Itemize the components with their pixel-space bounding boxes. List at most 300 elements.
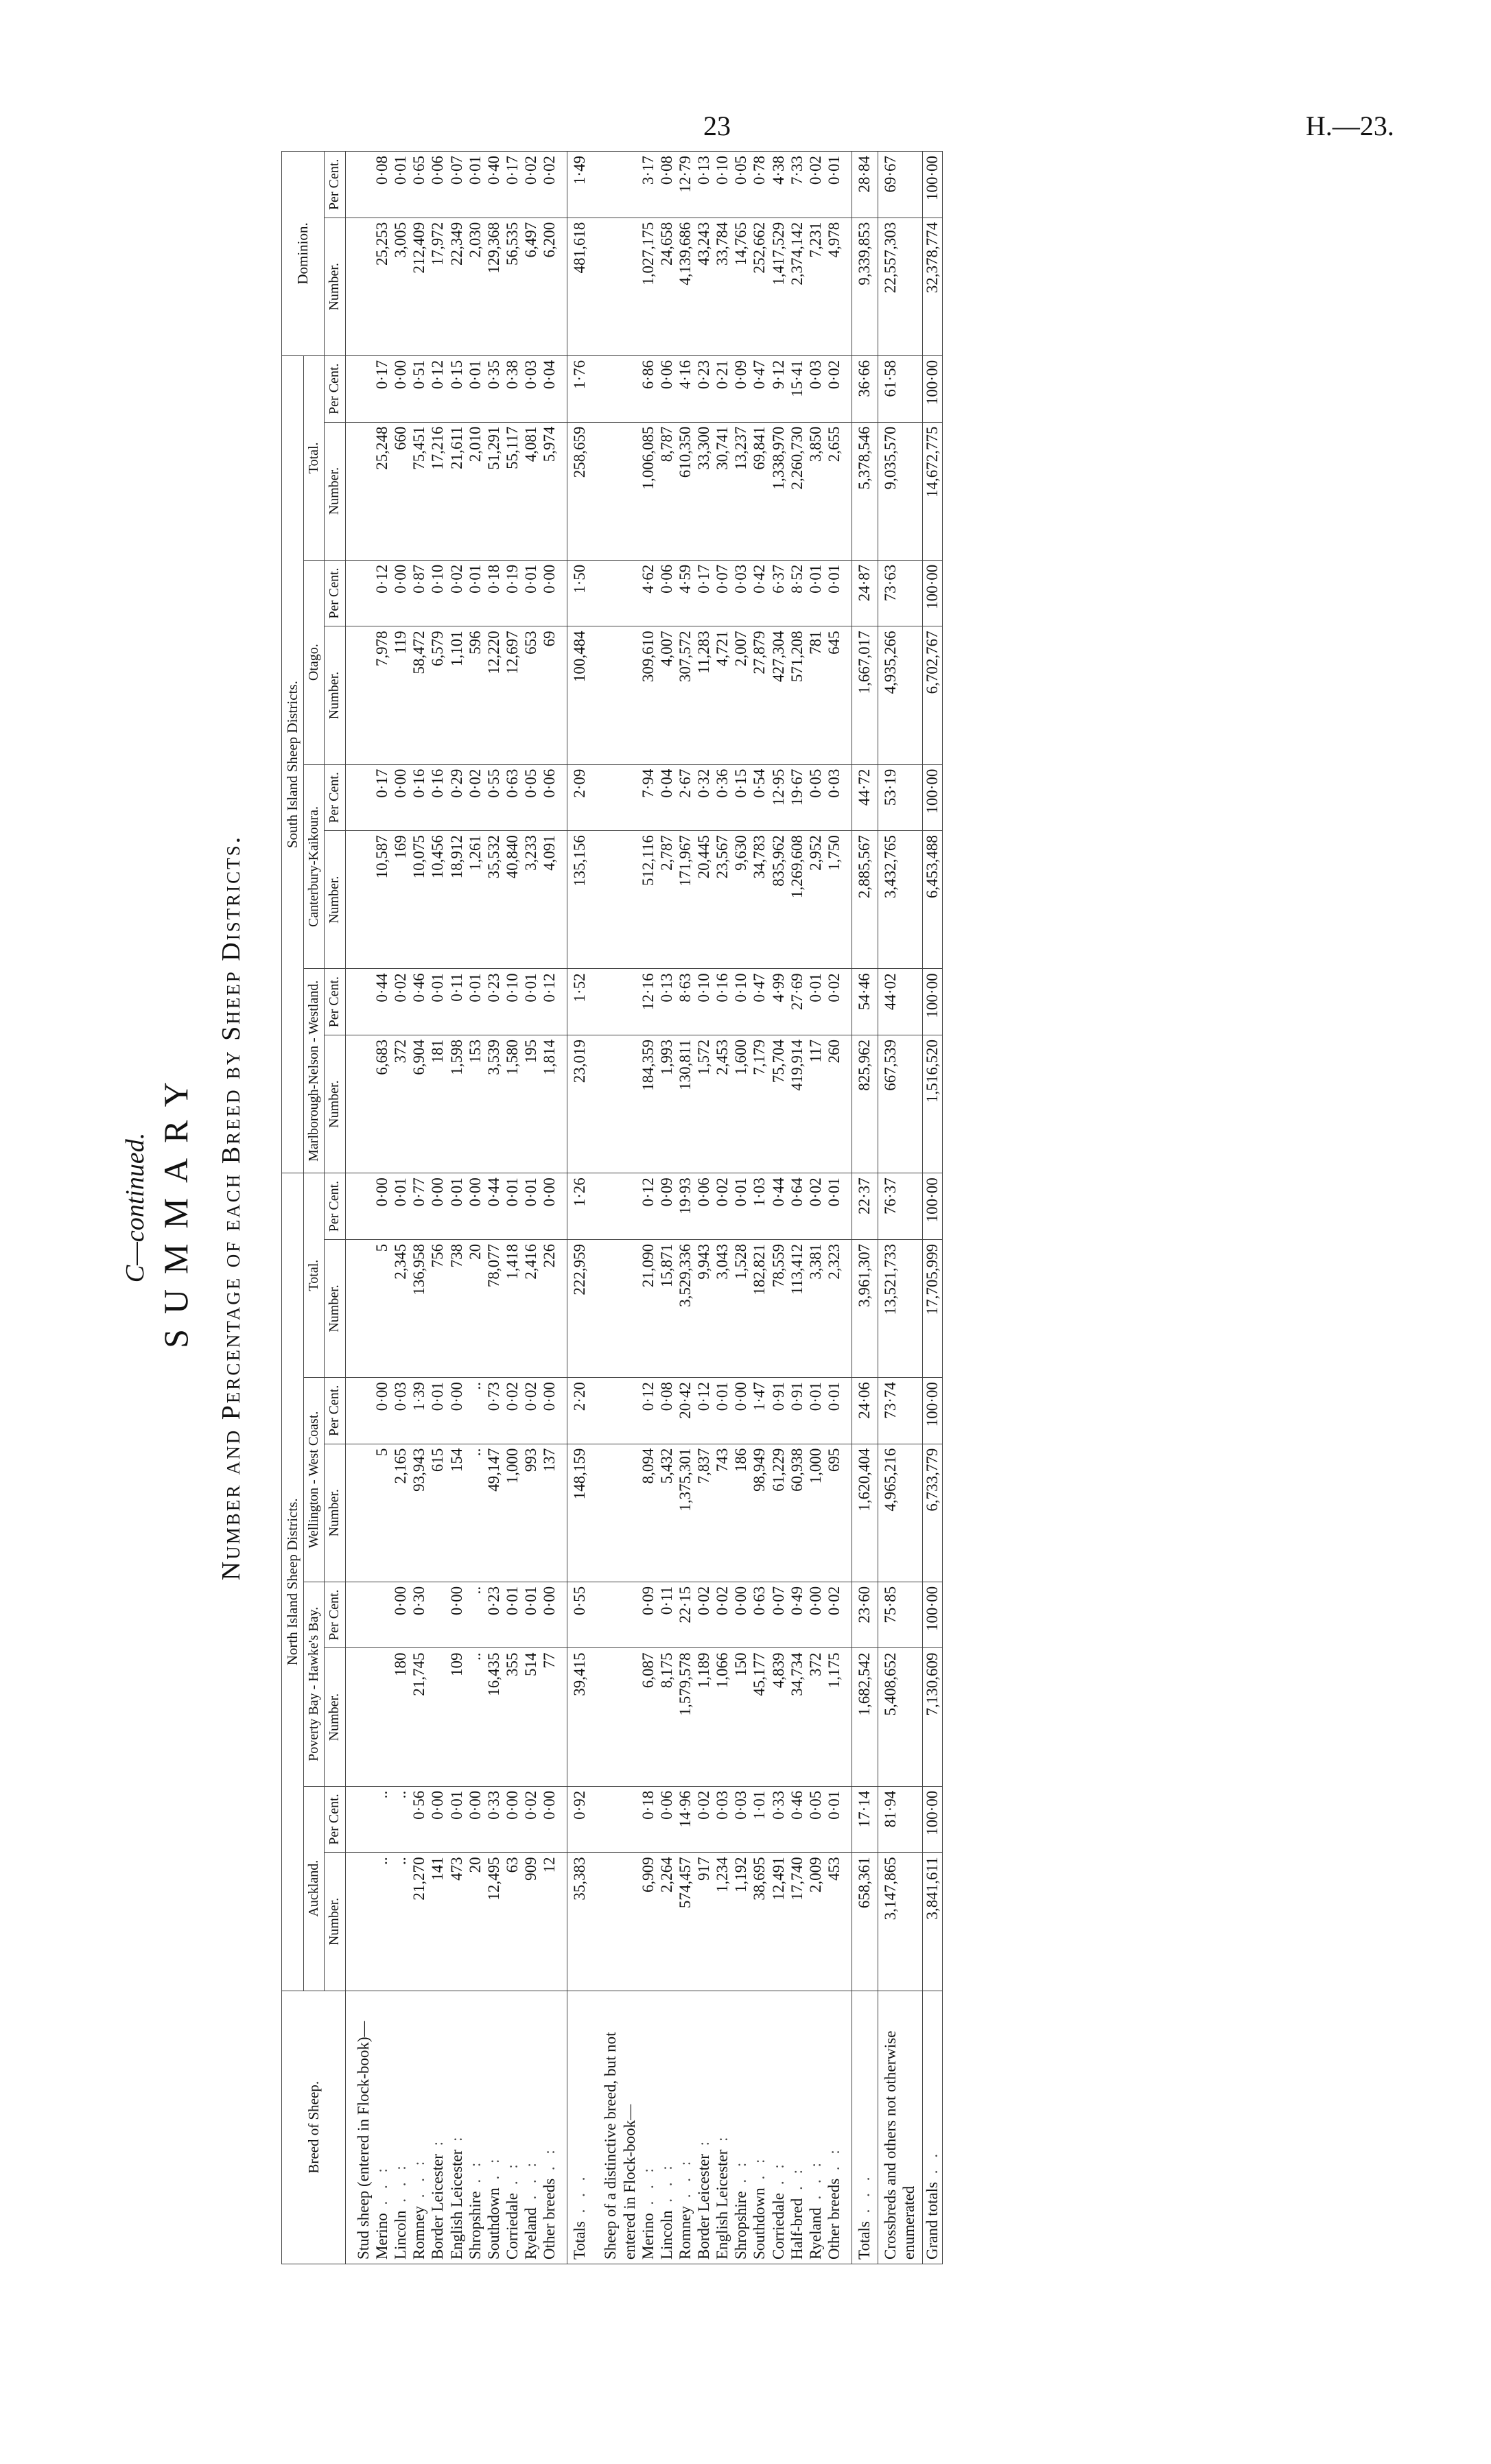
number-cell: 596 — [466, 626, 484, 764]
percent-cell: 6·37 — [769, 560, 788, 626]
percent-cell: 0·12 — [428, 355, 447, 422]
row-label: English Leicester : — [713, 1991, 731, 2264]
number-cell: 1,418 — [503, 1239, 521, 1377]
row-label: Border Leicester : — [428, 1991, 447, 2264]
empty-cell — [345, 355, 354, 422]
percent-cell: 0·47 — [750, 969, 768, 1035]
percent-cell: 0·01 — [806, 969, 825, 1035]
number-cell: 6,683 — [373, 1035, 391, 1173]
empty-cell — [354, 969, 373, 1035]
number-cell: 1,620,404 — [852, 1444, 878, 1582]
number-cell: 21,090 — [639, 1239, 657, 1377]
number-cell: 13,521,733 — [878, 1239, 923, 1377]
continued-heading: C—continued. — [121, 1132, 150, 1283]
number-cell: 17,740 — [788, 1853, 806, 1991]
empty-cell — [601, 626, 638, 764]
number-cell: 21,745 — [410, 1648, 428, 1786]
percent-cell: 12·16 — [639, 969, 657, 1035]
percent-cell: 6·86 — [639, 355, 657, 422]
number-cell: 5,432 — [657, 1444, 676, 1582]
number-cell: 1,993 — [657, 1035, 676, 1173]
percent-cell: 0·09 — [731, 355, 750, 422]
number-cell: 6,904 — [410, 1035, 428, 1173]
percent-cell: 0·77 — [410, 1173, 428, 1240]
row-label: Merino . . : — [639, 1991, 657, 2264]
percent-cell: 0·56 — [410, 1786, 428, 1853]
percent-cell: 17·14 — [852, 1786, 878, 1853]
empty-cell — [843, 560, 852, 626]
number-cell: 667,539 — [878, 1035, 923, 1173]
percent-cell: 100·00 — [923, 560, 942, 626]
number-cell: 14,672,775 — [923, 422, 942, 560]
number-cell: 2,165 — [391, 1444, 410, 1582]
percent-cell: 0·10 — [428, 560, 447, 626]
dominion-header: Dominion. — [282, 152, 325, 356]
percent-cell: 0·17 — [373, 764, 391, 831]
number-cell: 610,350 — [676, 422, 694, 560]
percent-cell: 0·02 — [391, 969, 410, 1035]
percent-cell: 0·03 — [825, 764, 843, 831]
empty-cell — [843, 1378, 852, 1444]
number-cell: 1,750 — [825, 831, 843, 969]
percent-cell: 0·02 — [825, 1582, 843, 1648]
percent-cell: 0·04 — [540, 355, 559, 422]
distinctive-breed-row — [806, 152, 825, 2264]
percent-cell: 73·74 — [878, 1378, 923, 1444]
number-cell: 113,412 — [788, 1239, 806, 1377]
empty-cell — [354, 1378, 373, 1444]
number-cell: 7,130,609 — [923, 1648, 942, 1786]
percent-cell: 0·05 — [731, 152, 750, 218]
district-header: Otago. — [303, 560, 325, 764]
empty-cell — [843, 1786, 852, 1853]
empty-cell — [843, 764, 852, 831]
percent-cell: 0·00 — [466, 1786, 484, 1853]
number-cell: 9,630 — [731, 831, 750, 969]
percent-cell: 23·60 — [852, 1582, 878, 1648]
number-cell: 109 — [447, 1648, 466, 1786]
percent-cell: 44·02 — [878, 969, 923, 1035]
number-cell: 3,841,611 — [923, 1853, 942, 1991]
number-header: Number. — [325, 1239, 346, 1377]
number-cell: 3,539 — [484, 1035, 503, 1173]
number-cell: 2,007 — [731, 626, 750, 764]
empty-cell — [843, 1239, 852, 1377]
percent-cell: 0·02 — [466, 764, 484, 831]
percent-cell: 0·44 — [769, 1173, 788, 1240]
number-cell: 6,702,767 — [923, 626, 942, 764]
number-cell: 6,909 — [639, 1853, 657, 1991]
percent-cell: 0·01 — [503, 1582, 521, 1648]
percent-cell: 44·72 — [852, 764, 878, 831]
empty-cell — [354, 1173, 373, 1240]
distinctive-breed-row — [657, 152, 676, 2264]
empty-cell — [345, 1173, 354, 1240]
percent-cell: 0·49 — [788, 1582, 806, 1648]
percent-cell: 1·49 — [567, 152, 594, 218]
percent-cell: 0·01 — [391, 1173, 410, 1240]
number-cell: 78,559 — [769, 1239, 788, 1377]
empty-cell — [593, 1853, 601, 1991]
percent-cell: 0·05 — [521, 764, 540, 831]
number-cell: 7,978 — [373, 626, 391, 764]
number-cell: 2,323 — [825, 1239, 843, 1377]
percent-cell: 3·17 — [639, 152, 657, 218]
empty-cell — [354, 1239, 373, 1377]
district-header: Wellington - West Coast. — [303, 1378, 325, 1582]
number-cell: 20 — [466, 1239, 484, 1377]
number-cell: 1,269,608 — [788, 831, 806, 969]
empty-cell — [843, 626, 852, 764]
percent-cell: 0·01 — [466, 969, 484, 1035]
percent-cell: 0·02 — [806, 1173, 825, 1240]
number-cell: 6,733,779 — [923, 1444, 942, 1582]
number-cell: .. — [373, 1853, 391, 1991]
north-island-header: North Island Sheep Districts. — [282, 1173, 304, 1991]
number-cell: 181 — [428, 1035, 447, 1173]
percent-cell: 0·13 — [694, 152, 713, 218]
number-cell: 4,139,686 — [676, 218, 694, 355]
percent-cell: 0·03 — [806, 355, 825, 422]
percent-cell: 7·94 — [639, 764, 657, 831]
percent-cell: 0·08 — [373, 152, 391, 218]
percent-cell: 81·94 — [878, 1786, 923, 1853]
percent-cell: 0·10 — [731, 969, 750, 1035]
empty-cell — [593, 1991, 601, 2264]
number-cell: 6,579 — [428, 626, 447, 764]
percent-cell: 0·47 — [750, 355, 768, 422]
empty-cell — [559, 969, 567, 1035]
number-cell: 39,415 — [567, 1648, 594, 1786]
percent-cell: 0·03 — [713, 1786, 731, 1853]
empty-cell — [843, 152, 852, 218]
percent-cell: 20·42 — [676, 1378, 694, 1444]
percent-cell: 19·93 — [676, 1173, 694, 1240]
percent-cell: 0·00 — [806, 1582, 825, 1648]
empty-cell — [354, 1786, 373, 1853]
number-cell: 100,484 — [567, 626, 594, 764]
empty-cell — [601, 1444, 638, 1582]
stud-section-heading — [354, 152, 373, 2264]
percent-cell: 0·44 — [373, 969, 391, 1035]
percent-cell: 0·00 — [391, 764, 410, 831]
percent-cell: 24·06 — [852, 1378, 878, 1444]
number-cell: 252,662 — [750, 218, 768, 355]
percent-cell: 0·63 — [750, 1582, 768, 1648]
per-cent-header: Per Cent. — [325, 1378, 346, 1444]
empty-cell — [593, 1239, 601, 1377]
empty-cell — [601, 560, 638, 626]
per-cent-header: Per Cent. — [325, 969, 346, 1035]
percent-cell: 0·12 — [540, 969, 559, 1035]
number-cell: 3,850 — [806, 422, 825, 560]
percent-cell: 0·08 — [657, 152, 676, 218]
stud-breed-row — [503, 152, 521, 2264]
number-cell: 5,974 — [540, 422, 559, 560]
percent-cell: 0·01 — [503, 1173, 521, 1240]
number-cell: 45,177 — [750, 1648, 768, 1786]
number-cell: 75,704 — [769, 1035, 788, 1173]
number-cell: 61,229 — [769, 1444, 788, 1582]
summary-title: SUMMARY — [156, 1067, 195, 1348]
number-cell: 3,432,765 — [878, 831, 923, 969]
empty-cell — [593, 422, 601, 560]
percent-cell: 0·02 — [806, 152, 825, 218]
distinctive-breed-row — [694, 152, 713, 2264]
empty-cell — [843, 1444, 852, 1582]
number-cell: 11,283 — [694, 626, 713, 764]
number-cell: 1,814 — [540, 1035, 559, 1173]
percent-cell: 0·10 — [713, 152, 731, 218]
district-header: Canterbury-Kaikoura. — [303, 764, 325, 969]
district-header-row — [303, 152, 325, 2264]
number-cell: 1,579,578 — [676, 1648, 694, 1786]
percent-cell: 2·09 — [567, 764, 594, 831]
empty-cell — [843, 969, 852, 1035]
empty-cell — [593, 969, 601, 1035]
section-heading: Stud sheep (entered in Flock-book)— — [354, 1991, 373, 2264]
percent-cell: 0·01 — [466, 152, 484, 218]
percent-cell: 2·20 — [567, 1378, 594, 1444]
number-cell: 7,837 — [694, 1444, 713, 1582]
percent-cell: 0·01 — [466, 560, 484, 626]
empty-cell — [601, 1378, 638, 1444]
number-cell: 169 — [391, 831, 410, 969]
number-cell: 63 — [503, 1853, 521, 1991]
distinctive-breed-row — [676, 152, 694, 2264]
number-header: Number. — [325, 1648, 346, 1786]
number-cell: 56,535 — [503, 218, 521, 355]
percent-cell: 54·46 — [852, 969, 878, 1035]
percent-cell: 100·00 — [923, 1173, 942, 1240]
number-cell: 2,264 — [657, 1853, 676, 1991]
table-body — [345, 152, 942, 2264]
percent-cell: 0·63 — [503, 764, 521, 831]
empty-cell — [601, 1239, 638, 1377]
number-cell: 2,952 — [806, 831, 825, 969]
number-cell: 148,159 — [567, 1444, 594, 1582]
district-header: Auckland. — [303, 1786, 325, 1991]
number-cell: 6,200 — [540, 218, 559, 355]
district-header: Total. — [303, 1173, 325, 1378]
empty-cell — [354, 1444, 373, 1582]
spacer-row — [345, 152, 354, 2264]
stud-breed-row — [484, 152, 503, 2264]
empty-cell — [601, 1173, 638, 1240]
number-cell: 1,417,529 — [769, 218, 788, 355]
number-cell: 154 — [447, 1444, 466, 1582]
empty-cell — [593, 152, 601, 218]
percent-cell: 12·95 — [769, 764, 788, 831]
percent-cell: 0·00 — [540, 560, 559, 626]
percent-cell: 1·03 — [750, 1173, 768, 1240]
empty-cell — [601, 1648, 638, 1786]
stud-breed-row — [428, 152, 447, 2264]
number-cell: 226 — [540, 1239, 559, 1377]
row-label: Lincoln . . : — [657, 1991, 676, 2264]
percent-cell: 1·26 — [567, 1173, 594, 1240]
number-cell: 75,451 — [410, 422, 428, 560]
number-cell: 2,416 — [521, 1239, 540, 1377]
number-cell: 49,147 — [484, 1444, 503, 1582]
empty-cell — [345, 1035, 354, 1173]
number-cell: 3,381 — [806, 1239, 825, 1377]
empty-cell — [559, 1035, 567, 1173]
empty-cell — [601, 152, 638, 218]
table-subtitle: Number and Percentage of each Breed by Sheep Districts. — [217, 834, 246, 1581]
breed-summary-table — [281, 151, 943, 2264]
percent-cell: 0·16 — [410, 764, 428, 831]
number-cell: 1,516,520 — [923, 1035, 942, 1173]
percent-cell: 0·00 — [731, 1378, 750, 1444]
crossbreds-row — [878, 152, 923, 2264]
percent-cell: 0·02 — [521, 1786, 540, 1853]
south-island-header: South Island Sheep Districts. — [282, 355, 304, 1173]
percent-cell: 0·00 — [540, 1786, 559, 1853]
percent-cell: 19·67 — [788, 764, 806, 831]
percent-cell: 0·00 — [540, 1378, 559, 1444]
percent-cell: 0·54 — [750, 764, 768, 831]
percent-cell: 0·19 — [503, 560, 521, 626]
row-label: Other breeds . : — [540, 1991, 559, 2264]
percent-cell: 0·11 — [447, 969, 466, 1035]
empty-cell — [593, 831, 601, 969]
number-percent-header-row — [325, 152, 346, 2264]
distinctive-breed-row — [731, 152, 750, 2264]
percent-cell: 0·03 — [521, 355, 540, 422]
empty-cell — [593, 560, 601, 626]
empty-cell — [601, 218, 638, 355]
percent-cell: 0·01 — [447, 1786, 466, 1853]
number-header: Number. — [325, 422, 346, 560]
number-cell: 77 — [540, 1648, 559, 1786]
percent-cell: 0·11 — [657, 1582, 676, 1648]
empty-cell — [843, 1991, 852, 2264]
percent-cell: 0·01 — [521, 969, 540, 1035]
number-cell: 23,019 — [567, 1035, 594, 1173]
percent-cell: 0·36 — [713, 764, 731, 831]
number-cell: 129,368 — [484, 218, 503, 355]
empty-cell — [601, 1786, 638, 1853]
number-cell: 4,978 — [825, 218, 843, 355]
percent-cell: 0·02 — [521, 152, 540, 218]
number-cell: 6,087 — [639, 1648, 657, 1786]
percent-cell: 0·65 — [410, 152, 428, 218]
number-cell: 4,721 — [713, 626, 731, 764]
number-cell: 117 — [806, 1035, 825, 1173]
row-label: Shropshire . : — [731, 1991, 750, 2264]
stud-breed-row — [447, 152, 466, 2264]
empty-cell — [559, 152, 567, 218]
number-cell: 153 — [466, 1035, 484, 1173]
percent-cell: .. — [391, 1786, 410, 1853]
number-cell: 35,383 — [567, 1853, 594, 1991]
number-cell: 69,841 — [750, 422, 768, 560]
number-cell: 33,300 — [694, 422, 713, 560]
number-cell: 481,618 — [567, 218, 594, 355]
distinctive-section-heading — [601, 152, 638, 2264]
empty-cell — [559, 831, 567, 969]
empty-cell — [354, 152, 373, 218]
number-cell: 2,030 — [466, 218, 484, 355]
number-cell: 40,840 — [503, 831, 521, 969]
per-cent-header: Per Cent. — [325, 1582, 346, 1648]
empty-cell — [593, 1648, 601, 1786]
empty-cell — [843, 422, 852, 560]
percent-cell: 15·41 — [788, 355, 806, 422]
row-label: English Leicester : — [447, 1991, 466, 2264]
number-cell: 307,572 — [676, 626, 694, 764]
number-cell: 473 — [447, 1853, 466, 1991]
per-cent-header: Per Cent. — [325, 152, 346, 218]
per-cent-header: Per Cent. — [325, 764, 346, 831]
number-cell: 419,914 — [788, 1035, 806, 1173]
empty-cell — [354, 1035, 373, 1173]
percent-cell: 4·62 — [639, 560, 657, 626]
percent-cell: 0·09 — [657, 1173, 676, 1240]
percent-cell: 0·00 — [466, 1173, 484, 1240]
percent-cell: 0·01 — [713, 1378, 731, 1444]
percent-cell: 0·78 — [750, 152, 768, 218]
number-cell: 2,009 — [806, 1853, 825, 1991]
number-cell: 27,879 — [750, 626, 768, 764]
number-cell: 1,000 — [503, 1444, 521, 1582]
number-cell: 1,192 — [731, 1853, 750, 1991]
percent-cell: 4·38 — [769, 152, 788, 218]
percent-cell: 0·16 — [713, 969, 731, 1035]
number-cell: 12,495 — [484, 1853, 503, 1991]
number-cell: 9,035,570 — [878, 422, 923, 560]
empty-cell — [345, 1786, 354, 1853]
percent-cell: 24·87 — [852, 560, 878, 626]
empty-cell — [559, 355, 567, 422]
row-label: Lincoln . . : — [391, 1991, 410, 2264]
number-cell: 184,359 — [639, 1035, 657, 1173]
number-cell: 18,912 — [447, 831, 466, 969]
number-cell: 825,962 — [852, 1035, 878, 1173]
number-cell: 17,705,999 — [923, 1239, 942, 1377]
number-cell: 69 — [540, 626, 559, 764]
row-label: Border Leicester : — [694, 1991, 713, 2264]
number-cell: .. — [466, 1648, 484, 1786]
percent-cell: 0·38 — [503, 355, 521, 422]
percent-cell: 0·01 — [428, 1378, 447, 1444]
district-header: Poverty Bay - Hawke's Bay. — [303, 1582, 325, 1786]
number-header: Number. — [325, 1853, 346, 1991]
percent-cell: 0·33 — [484, 1786, 503, 1853]
number-cell: 658,361 — [852, 1853, 878, 1991]
percent-cell: 0·12 — [639, 1378, 657, 1444]
percent-cell: 0·92 — [567, 1786, 594, 1853]
number-cell — [428, 1648, 447, 1786]
empty-cell — [559, 1239, 567, 1377]
number-cell: 4,839 — [769, 1648, 788, 1786]
percent-cell: 0·64 — [788, 1173, 806, 1240]
number-cell: 21,270 — [410, 1853, 428, 1991]
number-cell: 182,821 — [750, 1239, 768, 1377]
empty-cell — [354, 1853, 373, 1991]
empty-cell — [559, 422, 567, 560]
percent-cell: 73·63 — [878, 560, 923, 626]
percent-cell: 1·50 — [567, 560, 594, 626]
percent-cell: 0·17 — [694, 560, 713, 626]
number-cell: 1,234 — [713, 1853, 731, 1991]
empty-cell — [354, 1582, 373, 1648]
per-cent-header: Per Cent. — [325, 560, 346, 626]
number-cell: 180 — [391, 1648, 410, 1786]
number-cell: 427,304 — [769, 626, 788, 764]
percent-cell: 0·06 — [694, 1173, 713, 1240]
